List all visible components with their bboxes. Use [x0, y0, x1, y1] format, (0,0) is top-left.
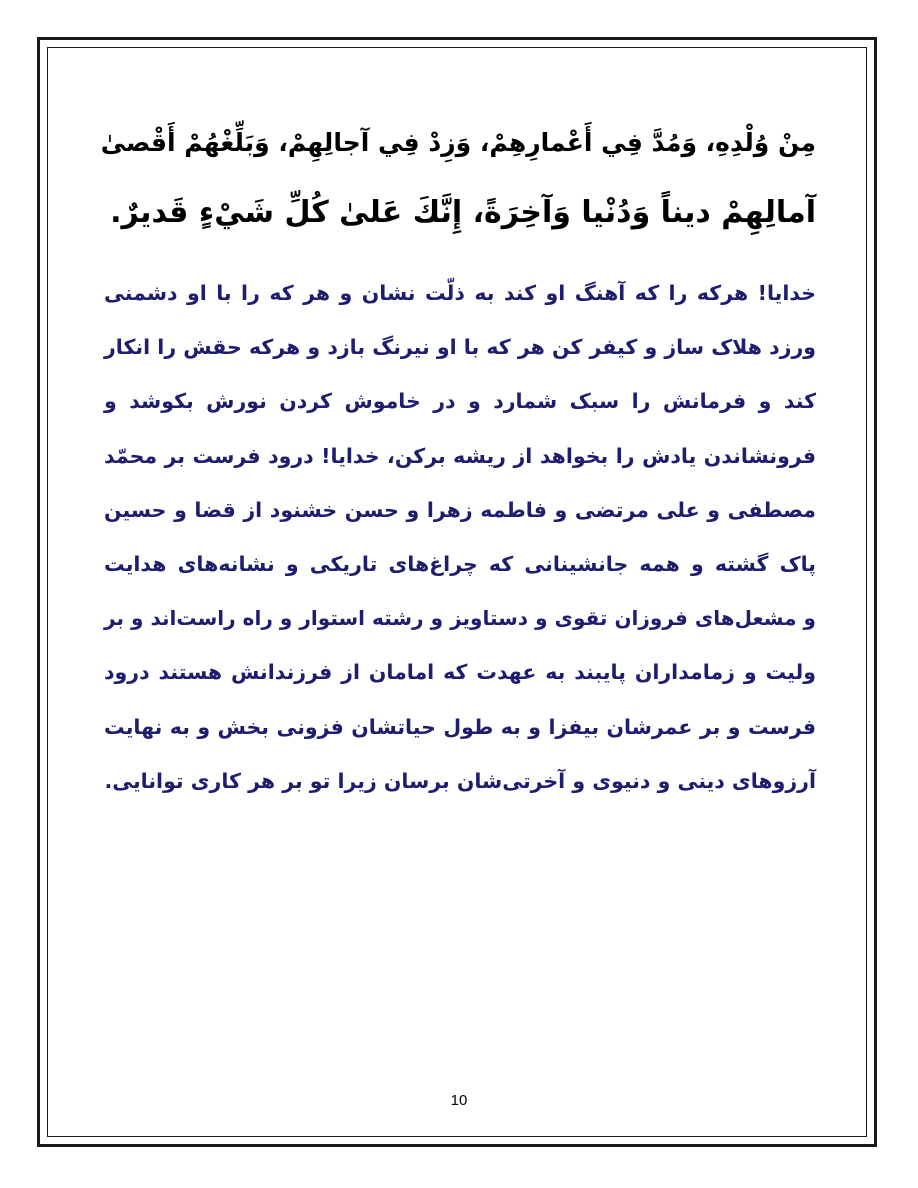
- translation-line: ولیت و زمامداران پایبند به عهدت که امامان از فرزندانش هستند درود: [104, 660, 816, 685]
- translation-line: پاک گشته و همه جانشینانی که چراغ‌های تاریکی و نشانه‌های هدایت: [104, 552, 816, 577]
- translation-line: ورزد هلاک ساز و کیفر کن هر که با او نیرنگ بازد و هرکه حقش را انکار: [104, 335, 816, 360]
- translation-line: خدایا! هرکه را که آهنگ او کند به ذلّت نشان و هر که را با او دشمنی: [104, 281, 816, 305]
- translation-line: آرزوهای دینی و دنیوی و آخرتی‌شان برسان زیرا تو بر هر کاری توانایی.: [104, 768, 816, 793]
- arabic-line: آمالِهِمْ ديناً وَدُنْيا وَآخِرَةً، إِنَّكَ عَلىٰ كُلِّ شَيْءٍ قَديرٌ.: [110, 195, 816, 230]
- translation-line: مصطفی و علی مرتضی و فاطمه زهرا و حسن خشنود از قضا و حسین: [104, 497, 816, 522]
- translation-line: کند و فرمانش را سبک شمارد و در خاموش کردن نورش بکوشد و: [104, 389, 816, 414]
- translation-line: فرونشاندن یادش را بخواهد از ریشه برکن، خدایا! درود فرست بر محمّد: [104, 443, 816, 468]
- arabic-line: مِنْ وُلْدِهِ، وَمُدَّ فِي أَعْمارِهِمْ، وَزِدْ فِي آجالِهِمْ، وَبَلِّغْهُمْ أَقْصىٰ: [100, 128, 816, 157]
- persian-translation: [104, 266, 816, 808]
- translation-line: و مشعل‌های فروزان تقوی و دستاویز و رشته استوار و راه راست‌اند و بر: [104, 606, 816, 631]
- translation-line: فرست و بر عمرشان بیفزا و به طول حیاتشان فزونی بخش و به نهایت: [104, 714, 816, 739]
- arabic-prayer-text: [100, 108, 816, 248]
- page-number: 10: [450, 1092, 468, 1109]
